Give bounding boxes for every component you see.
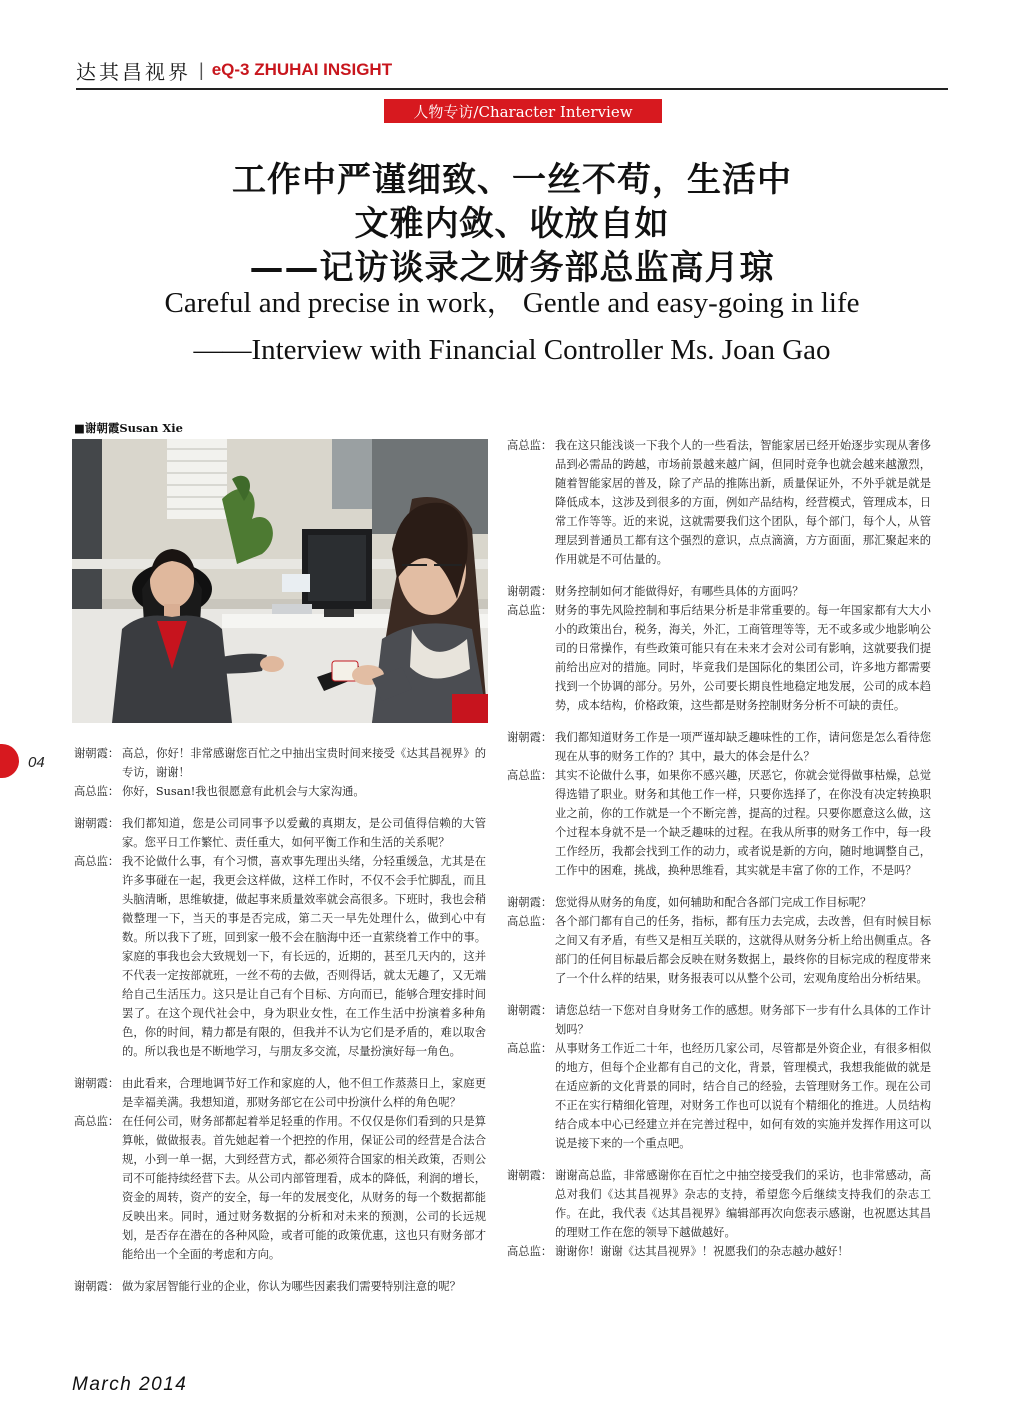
interview-paragraph bbox=[74, 814, 486, 852]
interview-paragraph bbox=[507, 582, 931, 601]
title-cn-line-1: 工作中严谨细致、一丝不苟，生活中 bbox=[232, 160, 792, 200]
header-rule bbox=[76, 88, 948, 90]
speaker-label: 谢朝霞： bbox=[74, 1077, 120, 1090]
paragraph-text: 在任何公司，财务部都起着举足轻重的作用。不仅仅是你们看到的只是算算帐，做做报表。首先她起着一个把控的作用，保证公司的经营是合法合规，小到一单一据，大到经营方式，都必须符合国家的相关政策，否则公司不可能持续经营下去。从公司内部管理看，成本的降低，利润的增长，资金的周转，资产的安全，每一年的发展变化，从财务的每一个数据都能反映出来。同时，通过财务数据的分析和对未来的预测，公司的长远规划，是否存在潜在的各种风险，或者可能的政策优惠，这也只有财务部才能给出一个全面的考虑和方向。 bbox=[122, 1115, 486, 1261]
speaker-label: 高总监： bbox=[507, 769, 553, 782]
paragraph-text: 请您总结一下您对自身财务工作的感想。财务部下一步有什么具体的工作计划吗？ bbox=[555, 1004, 931, 1036]
paragraph-text: 我们都知道，您是公司同事予以爱戴的真期友，是公司值得信赖的大管家。您平日工作繁忙、责任重大，如何平衡工作和生活的关系呢？ bbox=[122, 817, 486, 849]
paragraph-text: 财务控制如何才能做得好，有哪些具体的方面吗？ bbox=[555, 585, 804, 598]
interview-paragraph bbox=[507, 912, 931, 988]
speaker-label: 谢朝霞： bbox=[507, 731, 553, 744]
interview-paragraph bbox=[507, 766, 931, 880]
page-number-tab bbox=[0, 744, 19, 778]
paragraph-text: 我们都知道财务工作是一项严谨却缺乏趣味性的工作，请问您是怎么看待您现在从事的财务工作的？其中，最大的体会是什么？ bbox=[555, 731, 931, 763]
paragraph-text: 财务的事先风险控制和事后结果分析是非常重要的。每一年国家都有大大小小的政策出台，税务，海关，外汇，工商管理等等，无不或多或少地影响公司的日常操作，有些政策可能只有在未来才会对公司有影响，这就要我们提前给出应对的措施。同时，毕竟我们是国际化的集团公司，许多地方都需要找到一个协调的部分。另外，公司要长期良性地稳定地发展，公司的成本趋势，成本结构，价格政策，这些都是财务控制财务分析不可缺的责任。 bbox=[555, 604, 931, 712]
title-cn-line-2: 文雅内敛、收放自如 bbox=[354, 204, 670, 244]
speaker-label: 高总监： bbox=[74, 855, 120, 868]
interview-photo bbox=[72, 439, 488, 723]
magazine-header bbox=[76, 56, 392, 84]
interview-paragraph bbox=[74, 1074, 486, 1112]
paragraph-text: 我不论做什么事，有个习惯，喜欢事先理出头绪，分轻重缓急，尤其是在许多事碰在一起，我更会这样做，这样工作时，不仅不会手忙脚乱，而且头脑清晰，思维敏捷，做起事来质量效率就会高很多。下班时，我也会稍微整理一下，当天的事是否完成，第二天一早先处理什么，做到心中有数。所以我下了班，回到家一般不会在脑海中还一直萦绕着工作中的事。家庭的事我也会大致规划一下，有长远的，近期的，甚至几天内的，这并不代表一定按部就班，一丝不苟的去做，否则得话，就太无趣了，又无端给自己生活压力。这只是让自己有个目标、方向而已，能够合理安排时间罢了。在这个现代社会中，身为职业女性，在工作生活中扮演着多种角色，你的时间，精力都是有限的，但我并不认为它们是矛盾的，难以取舍的。所以我也是不断地学习，与朋友多交流，尽量扮演好每一角色。 bbox=[122, 855, 486, 1058]
paragraph-text: 由此看来，合理地调节好工作和家庭的人，他不但工作蒸蒸日上，家庭更是幸福美满。我想知道，那财务部它在公司中扮演什么样的角色呢？ bbox=[122, 1077, 486, 1109]
speaker-label: 高总监： bbox=[74, 1115, 120, 1128]
interview-paragraph bbox=[507, 436, 931, 569]
magazine-name-cn: 达其昌视界 bbox=[76, 59, 191, 84]
article-right-column bbox=[507, 436, 931, 1261]
speaker-label: 谢朝霞： bbox=[74, 817, 120, 830]
paragraph-text: 谢谢你！谢谢《达其昌视界》！祝愿我们的杂志越办越好！ bbox=[555, 1245, 849, 1258]
interview-paragraph bbox=[507, 1242, 931, 1261]
title-en-line-2: ——Interview with Financial Controller Ms. Joan Gao bbox=[193, 334, 831, 366]
speaker-label: 谢朝霞： bbox=[507, 585, 553, 598]
paragraph-text: 做为家居智能行业的企业，你认为哪些因素我们需要特别注意的呢？ bbox=[122, 1280, 461, 1293]
footer-date: March 2014 bbox=[72, 1374, 188, 1395]
interview-paragraph bbox=[74, 782, 486, 801]
interview-paragraph bbox=[507, 728, 931, 766]
speaker-label: 高总监： bbox=[507, 439, 553, 452]
interview-paragraph bbox=[74, 852, 486, 1061]
paragraph-text: 从事财务工作近二十年，也经历几家公司，尽管都是外资企业，有很多相似的地方，但每个企业都有自己的文化，背景，管理模式，我想我能做的就是在适应新的文化背景的同时，结合自己的经验，去管理财务工作。现在公司不正在实行精细化管理，对财务工作也可以说有个精细化的推进。人员结构结合成本中心已经建立并在完善过程中，如何有效的实施并发挥作用这可以说是接下来的一个重点吧。 bbox=[555, 1042, 931, 1150]
speaker-label: 谢朝霞： bbox=[507, 1169, 553, 1182]
speaker-label: 高总监： bbox=[507, 604, 553, 617]
speaker-label: 高总监： bbox=[507, 1245, 553, 1258]
interview-paragraph bbox=[74, 744, 486, 782]
paragraph-text: 您觉得从财务的角度，如何辅助和配合各部门完成工作目标呢？ bbox=[555, 896, 872, 909]
interview-paragraph bbox=[507, 893, 931, 912]
speaker-label: 谢朝霞： bbox=[507, 1004, 553, 1017]
byline: ■谢朝霞Susan Xie bbox=[74, 421, 183, 435]
page-number: 04 bbox=[28, 754, 45, 771]
paragraph-text: 我在这只能浅谈一下我个人的一些看法，智能家居已经开始逐步实现从奢侈品到必需品的跨越，市场前景越来越广阔，但同时竞争也就会越来越激烈，随着智能家居的普及，除了产品的推陈出新，质量保证外，不外乎就是就是降低成本，这涉及到很多的方面，例如产品结构，经营模式，管理成本，日常工作等等。近的来说，这就需要我们这个团队，每个部门，每个人，从管理层到普通员工都有这个强烈的意识，点点滴滴，方方面面，那汇聚起来的作用就是不可估量的。 bbox=[555, 439, 931, 566]
interview-paragraph bbox=[74, 1112, 486, 1264]
title-cn-line-3: ——记访谈录之财务部总监高月琼 bbox=[249, 248, 775, 288]
paragraph-text: 各个部门都有自己的任务，指标，都有压力去完成，去改善，但有时候目标之间又有矛盾，有些又是相互关联的，这就得从财务分析上给出侧重点。各部门的任何目标最后都会反映在财务数据上，最终你的目标完成的程度带来了一个什么样的结果，财务报表可以从整个公司，宏观角度给出分析结果。 bbox=[555, 915, 931, 985]
interview-paragraph bbox=[74, 1277, 486, 1296]
interview-paragraph bbox=[507, 1166, 931, 1242]
speaker-label: 高总监： bbox=[74, 785, 120, 798]
paragraph-text: 其实不论做什么事，如果你不感兴趣，厌恶它，你就会觉得做事枯燥，总觉得选错了职业。财务和其他工作一样，只要你选择了，在你没有决定转换职业之前，你的工作就是一个不断完善，提高的过程。只要你愿意这么做，这个过程本身就不是一个缺乏趣味的过程。在我从所事的财务工作中，每一段工作经历，我都会找到工作的动力，或者说是新的方向，随时地调整自己，工作中的困难，挑战，换种思维看，其实就是丰富了你的工作，不是吗？ bbox=[555, 769, 931, 877]
interview-paragraph bbox=[507, 1001, 931, 1039]
section-tag: 人物专访/Character Interview bbox=[384, 99, 662, 123]
paragraph-text: 你好，Susan!我也很愿意有此机会与大家沟通。 bbox=[122, 785, 365, 798]
interview-paragraph bbox=[507, 601, 931, 715]
speaker-label: 谢朝霞： bbox=[74, 747, 120, 760]
paragraph-text: 谢谢高总监，非常感谢你在百忙之中抽空接受我们的采访，也非常感动，高总对我们《达其昌视界》杂志的支持，希望您今后继续支持我们的杂志工作。在此，我代表《达其昌视界》编辑部再次向您表示感谢，也祝愿达其昌的理财工作在您的领导下越做越好。 bbox=[555, 1169, 931, 1239]
header-separator: | bbox=[199, 59, 204, 80]
speaker-label: 高总监： bbox=[507, 915, 553, 928]
interview-paragraph bbox=[507, 1039, 931, 1153]
magazine-name-en: eQ-3 ZHUHAI INSIGHT bbox=[211, 60, 393, 79]
article-left-column bbox=[74, 744, 486, 1296]
speaker-label: 谢朝霞： bbox=[507, 896, 553, 909]
title-en-line-1: Careful and precise in work， Gentle and easy-going in life bbox=[164, 287, 860, 319]
speaker-label: 谢朝霞： bbox=[74, 1280, 120, 1293]
speaker-label: 高总监： bbox=[507, 1042, 553, 1055]
paragraph-text: 高总，你好！非常感谢您百忙之中抽出宝贵时间来接受《达其昌视界》的专访，谢谢！ bbox=[122, 747, 486, 779]
